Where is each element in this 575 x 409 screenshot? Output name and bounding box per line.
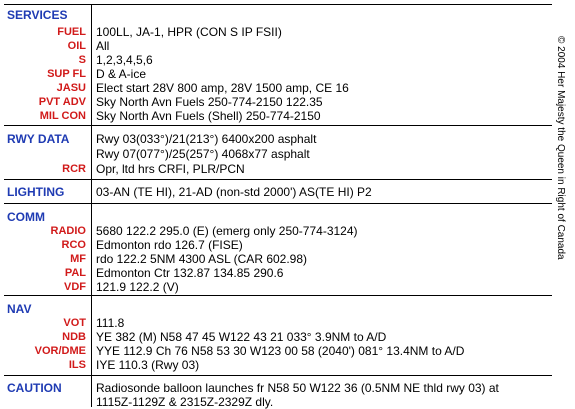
row-value: Rwy 03(033°)/21(213°) 6400x200 asphalt xyxy=(96,132,317,146)
section-title-comm: COMM xyxy=(7,210,45,224)
row-label: RADIO xyxy=(50,225,86,237)
row-value: 03-AN (TE HI), 21-AD (non-std 2000') AS(TE HI) P2 xyxy=(96,185,372,199)
section-comm xyxy=(4,204,552,296)
row-value: Edmonton rdo 126.7 (FISE) xyxy=(96,238,243,252)
row-value: Rwy 07(077°)/25(257°) 4068x77 asphalt xyxy=(96,147,310,161)
row-value: Sky North Avn Fuels (Shell) 250-774-2150 xyxy=(96,109,321,123)
row-label: ILS xyxy=(68,359,86,371)
row-label: S xyxy=(78,54,86,66)
row-value: All xyxy=(96,39,110,53)
row-label: SUP FL xyxy=(47,68,86,80)
section-lighting xyxy=(4,180,552,204)
row-label: NDB xyxy=(62,331,86,343)
row-value: IYE 110.3 (Rwy 03) xyxy=(96,358,200,372)
row-value: 1115Z-1129Z & 2315Z-2329Z dly. xyxy=(96,395,274,409)
row-label: OIL xyxy=(67,40,86,52)
section-title-caution: CAUTION xyxy=(7,381,62,395)
row-value: Opr, ltd hrs CRFI, PLR/PCN xyxy=(96,162,245,176)
row-label: PVT ADV xyxy=(38,96,86,108)
row-value: 1,2,3,4,5,6 xyxy=(96,53,153,67)
section-title-lighting: LIGHTING xyxy=(7,185,65,199)
row-label: VOT xyxy=(63,317,86,329)
row-label: VOR/DME xyxy=(34,345,86,357)
row-value: Edmonton Ctr 132.87 134.85 290.6 xyxy=(96,266,284,280)
row-value: YE 382 (M) N58 47 45 W122 43 21 033° 3.9NM to A/D xyxy=(96,330,387,344)
row-value: rdo 122.2 5NM 4300 ASL (CAR 602.98) xyxy=(96,252,308,266)
section-services xyxy=(4,4,552,126)
row-value: Sky North Avn Fuels 250-774-2150 122.35 xyxy=(96,95,323,109)
row-value: Elect start 28V 800 amp, 28V 1500 amp, CE 16 xyxy=(96,81,349,95)
row-value: 100LL, JA-1, HPR (CON S IP FSII) xyxy=(96,25,282,39)
row-value: 121.9 122.2 (V) xyxy=(96,280,179,294)
cfs-aerodrome-data-table xyxy=(4,4,552,407)
copyright-notice xyxy=(555,0,573,409)
section-rwy-data xyxy=(4,126,552,180)
row-label: MF xyxy=(70,253,86,265)
row-label: VDF xyxy=(64,281,86,293)
row-label: FUEL xyxy=(57,26,86,38)
section-nav xyxy=(4,296,552,376)
row-label: JASU xyxy=(56,82,86,94)
copyright-text: © 2004 Her Majesty the Queen in Right of Canada xyxy=(555,36,566,260)
section-title-services: SERVICES xyxy=(7,8,68,22)
section-caution xyxy=(4,376,552,407)
row-label: PAL xyxy=(64,267,86,279)
row-label: MIL CON xyxy=(39,110,86,122)
row-label: RCO xyxy=(61,239,86,251)
row-value: 5680 122.2 295.0 (E) (emerg only 250-774-3124) xyxy=(96,224,358,238)
row-value: YYE 112.9 Ch 76 N58 53 30 W123 00 58 (2040') 081° 13.4NM to A/D xyxy=(96,344,465,358)
section-title-nav: NAV xyxy=(7,302,32,316)
row-value: D & A-ice xyxy=(96,67,147,81)
row-value: Radiosonde balloon launches fr N58 50 W122 36 (0.5NM NE thld rwy 03) at xyxy=(96,381,499,395)
row-value: 111.8 xyxy=(96,316,125,330)
section-title-rwy-data: RWY DATA xyxy=(7,132,70,146)
row-label: RCR xyxy=(62,163,86,175)
